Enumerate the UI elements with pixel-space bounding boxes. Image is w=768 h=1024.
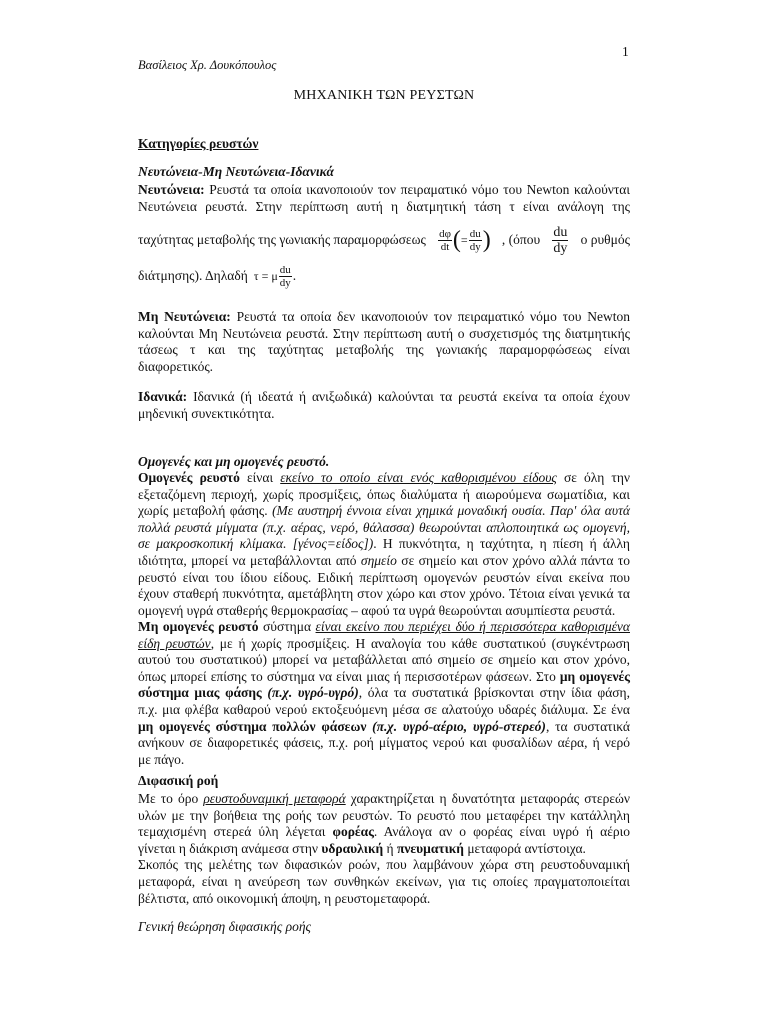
- term-fluid-transport: ρευστοδυναμική μεταφορά: [203, 791, 346, 806]
- text: τάσεως τ και της ταχύτητας μεταβολής της γωνιακής παραμορφώσεως είναι: [138, 342, 630, 358]
- term-hydraulic: υδραυλική: [321, 840, 384, 856]
- equation-line-newtonian: [138, 222, 630, 258]
- text: μηδενική συνεκτικότητα.: [138, 405, 275, 421]
- text: Νευτώνεια ρευστά. Στην περίπτωση αυτή η διατμητική τάση τ είναι ανάλογη της: [138, 198, 630, 214]
- subtitle-two-phase-flow: Διφασική ροή: [138, 773, 219, 788]
- paragraph-two-phase-flow: Με το όρο ρευστοδυναμική μεταφορά χαρακτηρίζεται η δυνατότητα μεταφοράς στερεών υλών με την βοήθεια της ροής των ρευστών. Το ρευστό που μεταφέρει την κατάλληλη τεμαχισμένη στερεά ύλη λέγεται φορέας. Ανάλογα αν ο φορέας είναι υγρό ή αέριο γίνεται η διάκριση ανάμεσα στην υδραυλική ή πνευματική μεταφορά αντίστοιχα. Σκοπός της μελέτης των διφασικών ροών, που λαμβάνουν χώρα στη ρευστοδυναμική μεταφορά, είναι η ανεύρεση των συνθηκών εκείνων, για τις οποίες πραγματοποιείται βέλτιστα, από οικονομική άποψη, η ρευστομεταφορά.: [138, 791, 630, 906]
- term-pneumatic: πνευματική: [396, 840, 464, 856]
- definition-non-homogeneous: είναι εκείνο που περιέχει δύο ή περισσότερα καθορισμένα: [315, 619, 630, 634]
- term-ideal: Ιδανικά:: [138, 389, 188, 404]
- paragraph-ideal: [138, 389, 630, 422]
- paragraph-newtonian: [138, 182, 630, 215]
- paragraph-homogeneous: Ομογενές ρευστό είναι εκείνο το οποίο είναι ενός καθορισμένου είδους σε όλη την εξεταζόμενη περιοχή, χωρίς προσμίξεις, όπως διαλύματα ή αιωρούμενα σωματίδια, και χωρίς μεταβολή φάσης. (Με αυστηρή έννοια είναι χημικά μοναδική ουσία. Παρ' όλα αυτά πολλά ρευστά μίγματα (π.χ. αέρας, νερό, θάλασσα) θεωρούνται απλοποιητικά ως ομογενή, σε μακροσκοπική κλίμακα. [γένος=είδος]). Η πυκνότητα, η ταχύτητα, η πίεση ή άλλη ιδιότητα, μπορεί να μεταβάλλονται από σημείο σε σημείο και στον χρόνο αλλά πάντα το ρευστό είναι του ίδιου είδους. Ειδική περίπτωση ομογενών ρευστών είναι εκείνα που έχουν σταθερή πυκνότητα, αμετάβλητη στον χώρο και στον χρόνο. Τέτοια είναι γενικά τα ομογενή υγρά σταθερής θερμοκρασίας – αφού τα υγρά θεωρούνται ασυμπίεστα ρευστά.: [138, 470, 630, 618]
- equation-line-shear: [138, 262, 296, 290]
- author-name: Βασίλειος Χρ. Δουκόπουλος: [138, 58, 277, 72]
- text: Ιδανικά (ή ιδεατά ή ανιξωδικά) καλούνται τα ρευστά εκείνα τα οποία έχουν: [187, 389, 630, 404]
- term-carrier: φορέας: [332, 824, 374, 840]
- term-newtonian: Νευτώνεια:: [138, 182, 205, 197]
- term-homogeneous: Ομογενές ρευστό: [138, 470, 240, 485]
- equals-sign: =: [460, 232, 468, 247]
- section-title-categories: Κατηγορίες ρευστών: [138, 136, 259, 151]
- fraction-du-dy-large: $\frac{du}{dy}$: [553, 224, 568, 256]
- rate-equation: $\frac{d\varphi}{dt}$ ( = $\frac{du}{dy}$ ): [439, 227, 491, 253]
- text: , (όπου: [501, 232, 541, 247]
- fraction-du-dy-shear: $\frac{du}{dy}$: [279, 263, 291, 289]
- paragraph-non-homogeneous: Μη ομογενές ρευστό σύστημα είναι εκείνο που περιέχει δύο ή περισσότερα καθορισμένα είδη ρευστών, με ή χωρίς προσμίξεις. Η αναλογία του κάθε συστατικού (συγκέντρωση αυτού του συστατικού) μπορεί να μεταβάλλεται από σημείο σε σημείο και στον χρόνο, όπως μπορεί επίσης το σύστημα να είναι μιας ή περισσοτέρων φάσεων. Στο μη ομογενές σύστημα μιας φάσης (π.χ. υγρό-υγρό), όλα τα συστατικά βρίσκονται στην ίδια φάση, π.χ. μια φλέβα καθαρού νερού εκτοξευόμενη μέσα σε αλατούχο υδαρές διάλυμα. Σε ένα μη ομογενές σύστημα πολλών φάσεων (π.χ. υγρό-αέριο, υγρό-στερεό), τα συστατικά ανήκουν σε διαφορετικές φάσεις, π.χ. ροή μίγματος νερού και φυσαλίδων αέρα, ή νερό με πάγο.: [138, 619, 630, 767]
- subtitle-newtonian-types: Νευτώνεια-Μη Νευτώνεια-Ιδανικά: [138, 164, 334, 179]
- fraction-du-dy: $\frac{du}{dy}$: [469, 227, 481, 253]
- subtitle-homogeneous: Ομογενές και μη ομογενές ρευστό.: [138, 454, 330, 469]
- fraction-dphi-dt: $\frac{d\varphi}{dt}$: [439, 227, 451, 253]
- text: Ρευστά τα οποία ικανοποιούν τον πειραματικό νόμο του Newton καλούνται: [204, 182, 630, 197]
- text: διάτμησης). Δηλαδή: [138, 268, 248, 283]
- term-non-homogeneous: Μη ομογενές ρευστό: [138, 619, 259, 634]
- text: ο ρυθμός: [580, 232, 630, 247]
- paragraph-non-newtonian: [138, 309, 630, 375]
- document-title: ΜΗΧΑΝΙΚΗ ΤΩΝ ΡΕΥΣΤΩΝ: [293, 88, 475, 103]
- text: ταχύτητας μεταβολής της γωνιακής παραμορφώσεως: [138, 232, 426, 247]
- page-number: 1: [622, 44, 629, 59]
- term-non-newtonian: Μη Νευτώνεια:: [138, 309, 231, 324]
- definition-homogeneous: εκείνο το οποίο είναι ενός καθορισμένου είδους: [280, 470, 557, 485]
- text: καλούνται Μη Νευτώνεια ρευστά. Στην περίπτωση αυτή ο συσχετισμός της διατμητικής: [138, 325, 630, 341]
- text: διαφορετικός.: [138, 358, 214, 374]
- subtitle-general-view: Γενική θεώρηση διφασικής ροής: [138, 919, 311, 934]
- shear-formula: τ = μ: [253, 268, 278, 283]
- text: .: [292, 268, 297, 283]
- text: Ρευστά τα οποία δεν ικανοποιούν τον πειραματικό νόμο του Newton: [230, 309, 630, 324]
